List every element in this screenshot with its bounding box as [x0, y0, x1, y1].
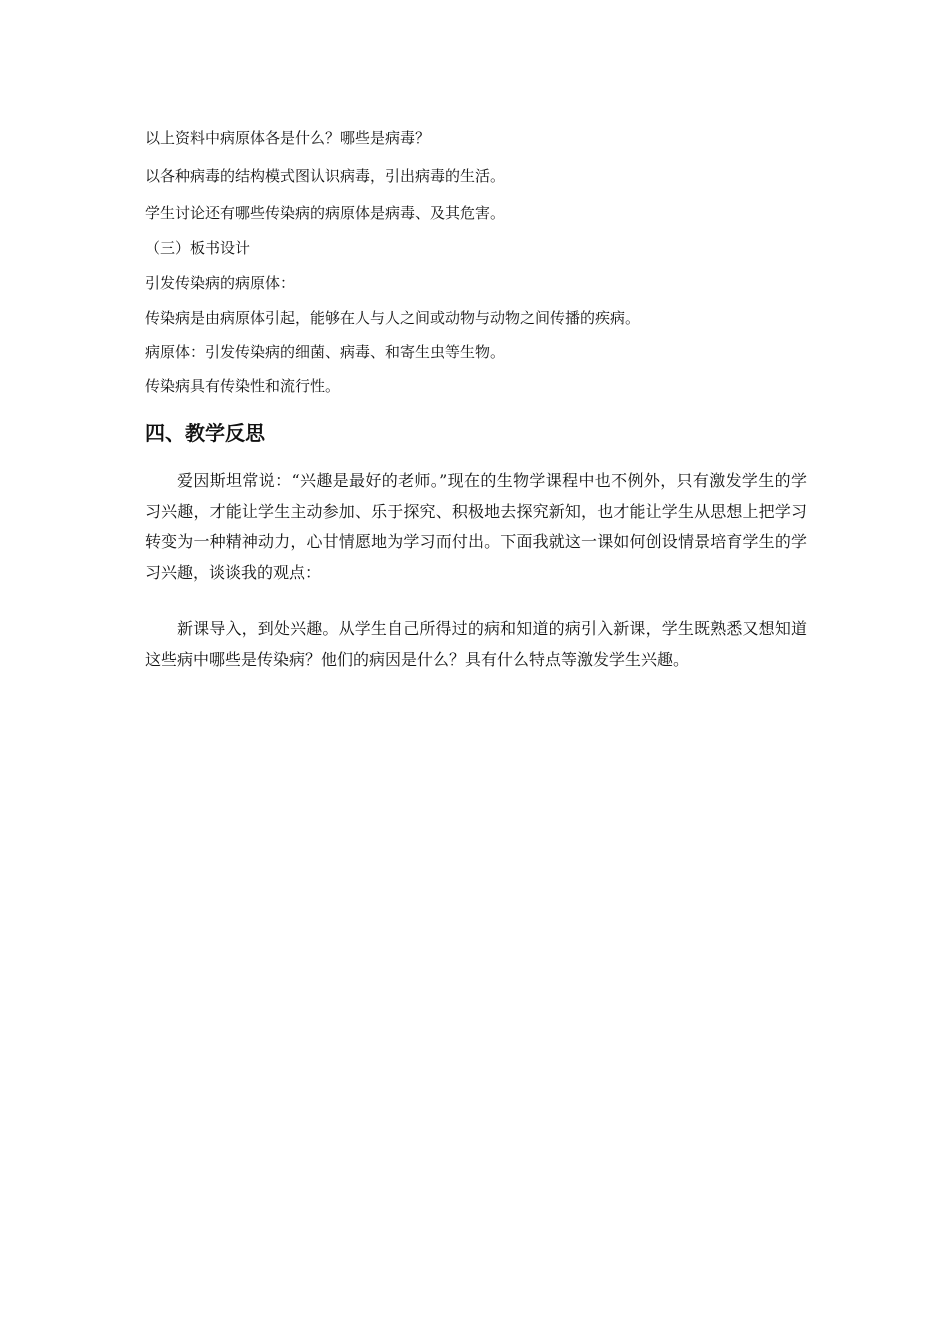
- text-line-student-discussion: 学生讨论还有哪些传染病的病原体是病毒、及其危害。: [145, 204, 506, 222]
- text-line-disease-characteristics: 传染病具有传染性和流行性。: [145, 377, 341, 395]
- subheading-board-design: （三）板书设计: [145, 239, 251, 257]
- text-line-infectious-disease-definition: 传染病是由病原体引起，能够在人与人之间或动物与动物之间传播的疾病。: [145, 309, 641, 327]
- paragraph-reflection-1: 爱因斯坦常说：“兴趣是最好的老师。”现在的生物学课程中也不例外，只有激发学生的学习兴趣，才能让学生主动参加、乐于探究、积极地去探究新知，也才能让学生从思想上把学习转变为一种精神动力，心甘情愿地为学习而付出。下面我就这一课如何创设情景培育学生的学习兴趣，谈谈我的观点：: [145, 471, 807, 582]
- section-heading-reflection: 四、教学反思: [145, 421, 265, 445]
- text-line-pathogen-definition: 病原体：引发传染病的细菌、病毒、和寄生虫等生物。: [145, 343, 506, 361]
- paragraph-reflection-2: 新课导入，到处兴趣。从学生自己所得过的病和知道的病引入新课，学生既熟悉又想知道这些病中哪些是传染病？他们的病因是什么？具有什么特点等激发学生兴趣。: [145, 619, 807, 669]
- text-line-virus-structure: 以各种病毒的结构模式图认识病毒，引出病毒的生活。: [145, 167, 506, 185]
- text-line-pathogen-question: 以上资料中病原体各是什么？哪些是病毒？: [145, 129, 431, 147]
- text-line-board-title: 引发传染病的病原体：: [145, 274, 296, 292]
